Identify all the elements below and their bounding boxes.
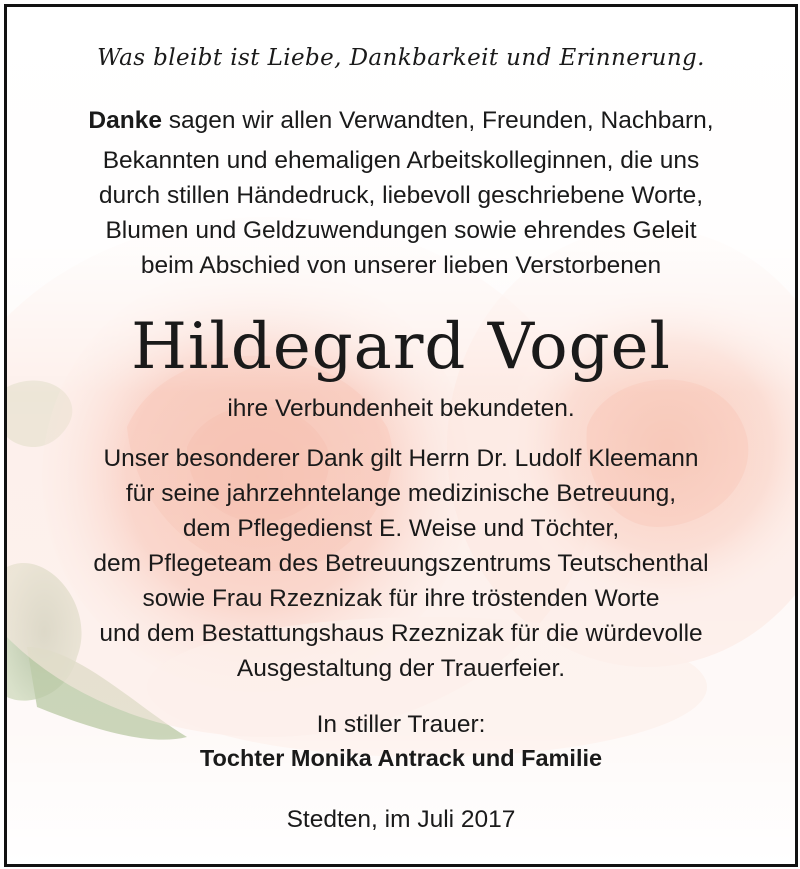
after-name-line: ihre Verbundenheit bekundeten. (227, 395, 575, 422)
obituary-text (7, 7, 795, 864)
special-thanks-line-3: dem Pflegedienst E. Weise und Töchter, (182, 515, 620, 542)
thanks-line-2: Bekannten und ehemaligen Arbeitskolleginnen, die uns (102, 147, 700, 174)
special-thanks-line-6: und dem Bestattungshaus Rzeznizak für die würdevolle (99, 620, 703, 647)
motto-line: Was bleibt ist Liebe, Dankbarkeit und Erinnerung. (97, 45, 705, 71)
special-thanks-line-1: Unser besonderer Dank gilt Herrn Dr. Ludolf Kleemann (103, 445, 699, 472)
thanks-lead: Danke (88, 107, 162, 134)
mourning-label: In stiller Trauer: (316, 711, 486, 738)
place-date: Stedten, im Juli 2017 (286, 806, 516, 833)
thanks-line-5: beim Abschied von unserer lieben Verstorbenen (140, 252, 662, 279)
special-thanks-line-7: Ausgestaltung der Trauerfeier. (236, 655, 566, 682)
special-thanks-line-2: für seine jahrzehntelange medizinische Betreuung, (125, 480, 677, 507)
thanks-line-4: Blumen und Geldzuwendungen sowie ehrendes Geleit (105, 217, 697, 244)
special-thanks-line-4: dem Pflegeteam des Betreuungszentrums Teutschenthal (93, 550, 709, 577)
obituary-card (4, 4, 798, 867)
deceased-name: Hildegard Vogel (131, 310, 671, 384)
thanks-line-1 (7, 105, 795, 137)
thanks-line-3: durch stillen Händedruck, liebevoll geschriebene Worte, (98, 182, 704, 209)
special-thanks-line-5: sowie Frau Rzeznizak für ihre tröstenden Worte (142, 585, 660, 612)
mourners-names: Tochter Monika Antrack und Familie (199, 745, 603, 771)
thanks-line-1-rest: sagen wir allen Verwandten, Freunden, Nachbarn, (161, 107, 714, 134)
